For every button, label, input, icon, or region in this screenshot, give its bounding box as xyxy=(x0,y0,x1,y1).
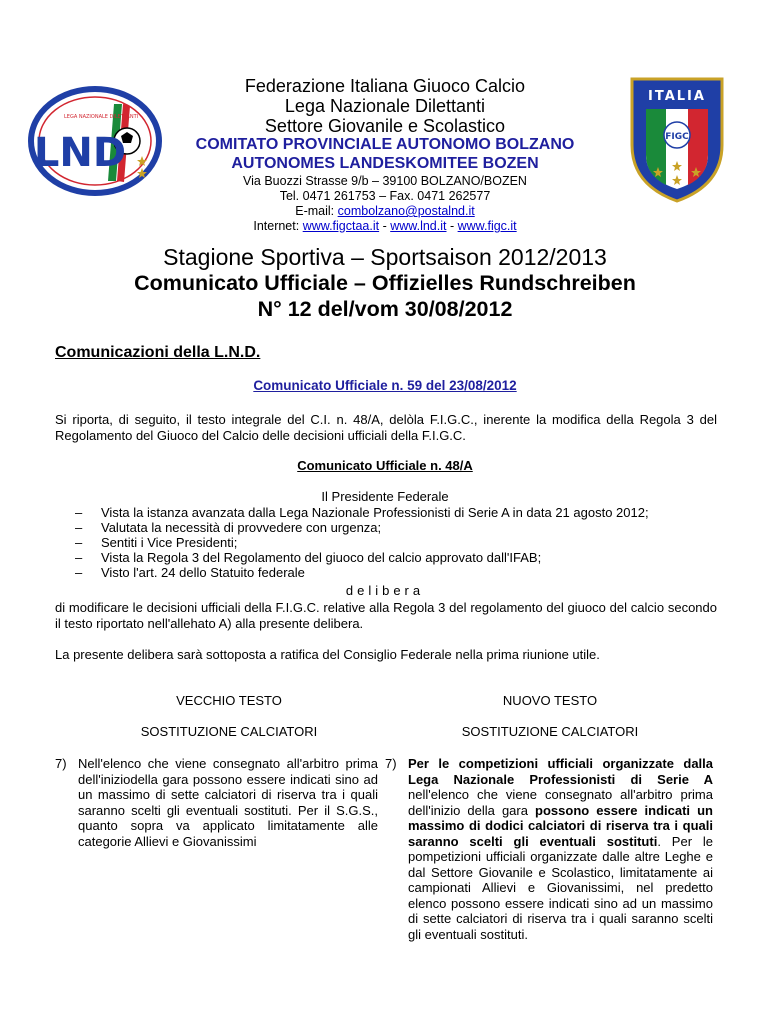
address: Via Buozzi Strasse 9/b – 39100 BOLZANO/BOZEN xyxy=(243,174,527,188)
website-link-figctaa[interactable]: www.figctaa.it xyxy=(302,219,380,233)
sector-name: Settore Giovanile e Scolastico xyxy=(264,116,506,136)
list-item: – Vista la istanza avanzata dalla Lega Nazionale Professionisti di Serie A in data 21 agosto 2012; xyxy=(75,505,649,520)
league-name: Lega Nazionale Dilettanti xyxy=(284,96,486,116)
dash-bullet: – xyxy=(75,550,83,565)
old-subheading: SOSTITUZIONE CALCIATORI xyxy=(140,724,318,739)
communique-title: Comunicato Ufficiale – Offizielles Rundschreiben xyxy=(134,271,636,295)
section-title: Comunicazioni della L.N.D. xyxy=(55,344,261,361)
delibera-word: delibera xyxy=(345,583,425,598)
header-organization xyxy=(180,76,590,136)
list-item: – Vista la Regola 3 del Regolamento del giuoco del calcio approvato dall'IFAB; xyxy=(75,550,542,565)
federation-name: Federazione Italiana Giuoco Calcio xyxy=(244,76,526,96)
old-item-number: 7) xyxy=(55,756,67,771)
committee-italian: COMITATO PROVINCIALE AUTONOMO BOLZANO xyxy=(195,136,575,153)
email-link[interactable]: combolzano@postalnd.it xyxy=(337,204,475,218)
website-link-figc[interactable]: www.figc.it xyxy=(457,219,517,233)
considerations-list xyxy=(75,505,715,580)
dash-bullet: – xyxy=(75,535,83,550)
header-committee xyxy=(180,135,590,173)
ratifica-paragraph: La presente delibera sarà sottoposta a ratifica del Consiglio Federale nella prima riunione utile. xyxy=(55,647,600,662)
communique-number: N° 12 del/vom 30/08/2012 xyxy=(257,297,513,321)
new-text-bold-2: possono essere indicati un massimo di dodici calciatori di riserva tra i quali saranno scelti gli eventuali sostituti xyxy=(408,802,713,849)
dash-bullet: – xyxy=(75,505,83,520)
season-title: Stagione Sportiva – Sportsaison 2012/2013 xyxy=(163,244,607,270)
list-item: – Sentiti i Vice Presidenti; xyxy=(75,535,238,550)
new-text-part-1: nell'elenco che viene consegnato all'arbitro prima dell'inizio della gara xyxy=(408,787,713,818)
sub-communique-link[interactable]: Comunicato Ufficiale n. 59 del 23/08/2012 xyxy=(253,378,517,393)
new-text-part-2: . Per le pompetizioni ufficiali organizzate dalle altre Leghe e dal Settore Giovanile e Scolastico, limitatamente ai campionati Allievi e Giovanissimi, nel predetto elenco possono essere indicati sino ad un massimo di sette calciatori di riserva tra i quali saranno scelti gli eventuali sostituti. xyxy=(408,833,714,942)
internet-line: Internet: www.figctaa.it - www.lnd.it - www.figc.it xyxy=(253,219,517,233)
old-text-body: Nell'elenco che viene consegnato all'arbitro prima dell'iniziodella gara possono essere indicati sino ad un massimo di sette calciatori di riserva tra i quali saranno scelti gli eventuali sostituti. Per il S.G.S., quanto sopra va applicato limitatamente alle categorie Allievi e Giovanissimi xyxy=(78,756,378,849)
email-line: E-mail: combolzano@postalnd.it xyxy=(295,204,475,218)
figc-italia-text: ITALIA xyxy=(648,89,706,104)
new-item-number: 7) xyxy=(385,756,397,771)
website-link-lnd[interactable]: www.lnd.it xyxy=(390,219,447,233)
list-item: – Visto l'art. 24 dello Statuito federale xyxy=(75,565,305,580)
new-text-body xyxy=(408,756,713,942)
dash-bullet: – xyxy=(75,520,83,535)
intro-paragraph: Si riporta, di seguito, il testo integrale del C.I. n. 48/A, delòla F.I.G.C., inerente la modifica della Regola 3 del Regolamento del Giuoco del Calcio delle decisioni ufficiali della F.I.G.C. xyxy=(55,412,717,443)
new-text-heading: NUOVO TESTO xyxy=(502,693,598,708)
figc-badge-text: FIGC xyxy=(665,132,689,142)
cu48-title: Comunicato Ufficiale n. 48/A xyxy=(297,458,473,473)
lnd-logo-text: LND xyxy=(33,130,127,176)
figc-logo xyxy=(628,75,726,203)
dash-bullet: – xyxy=(75,565,83,580)
old-text-heading: VECCHIO TESTO xyxy=(176,693,282,708)
header-contacts xyxy=(180,174,590,234)
committee-german: AUTONOMES LANDESKOMITEE BOZEN xyxy=(231,155,539,172)
new-subheading: SOSTITUZIONE CALCIATORI xyxy=(461,724,639,739)
list-item: – Valutata la necessità di provvedere con urgenza; xyxy=(75,520,382,535)
lnd-ring-text: LEGA NAZIONALE DILETTANTI xyxy=(64,114,139,120)
lnd-logo xyxy=(26,86,164,196)
president-line: Il Presidente Federale xyxy=(321,489,449,504)
new-text-bold-1: Per le competizioni ufficiali organizzate dalla Lega Nazionale Professionisti di Serie A xyxy=(408,756,713,787)
phone-fax: Tel. 0471 261753 – Fax. 0471 262577 xyxy=(279,189,491,203)
decision-paragraph: di modificare le decisioni ufficiali della F.I.G.C. relative alla Regola 3 del regolamento del giuoco del calcio secondo il testo riportato nell'allehato A) alla presente delibera. xyxy=(55,600,717,631)
